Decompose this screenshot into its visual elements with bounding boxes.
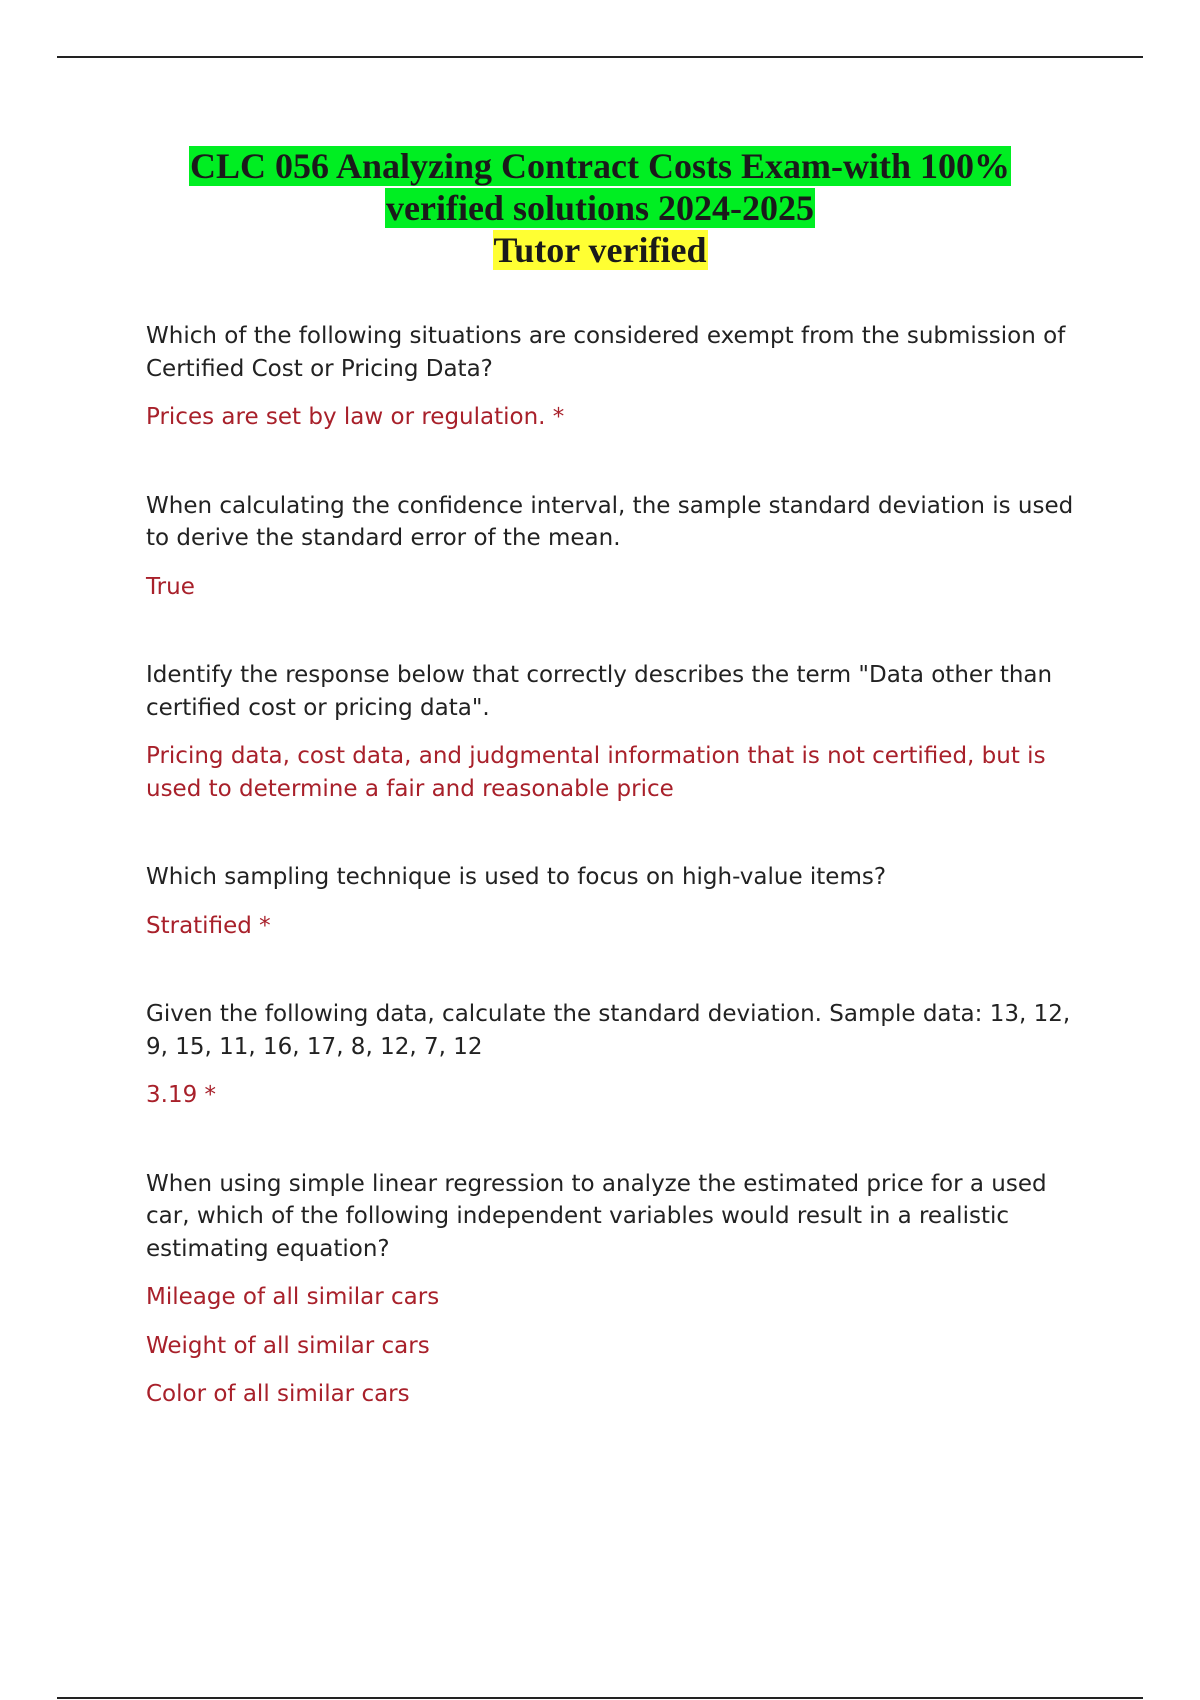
question-text: When calculating the confidence interval, the sample standard deviation is used to derive the standard error of the mean.: [146, 492, 1074, 551]
subtitle-line: [57, 229, 1143, 271]
answer-option-3: Color of all similar cars: [146, 1381, 410, 1407]
title-line-1: [57, 145, 1143, 187]
qa-content: [146, 320, 1076, 1411]
qa-item-5: [146, 998, 1076, 1112]
answer-text: Pricing data, cost data, and judgmental information that is not certified, but is used to determine a fair and reasonable price: [146, 743, 1046, 802]
title-line-2: [57, 187, 1143, 229]
qa-item-3: [146, 659, 1076, 805]
question-text: Which sampling technique is used to focus on high-value items?: [146, 864, 887, 890]
bottom-rule: [57, 1697, 1143, 1699]
answer-option-1: Mileage of all similar cars: [146, 1284, 440, 1310]
top-rule: [57, 56, 1143, 58]
question-text: When using simple linear regression to analyze the estimated price for a used car, which of the following independent variables would result in a realistic estimating equation?: [146, 1170, 1047, 1262]
qa-item-6: [146, 1168, 1076, 1411]
title-line-1-text: CLC 056 Analyzing Contract Costs Exam-with 100%: [189, 146, 1010, 186]
qa-item-1: [146, 320, 1076, 434]
answer-text: Stratified *: [146, 912, 271, 939]
answer-option-2: Weight of all similar cars: [146, 1332, 430, 1359]
question-text: Identify the response below that correctly describes the term "Data other than certified cost or pricing data".: [146, 662, 1053, 721]
document-title-block: [57, 145, 1143, 271]
question-text: Which of the following situations are considered exempt from the submission of Certified Cost or Pricing Data?: [146, 323, 1066, 382]
title-line-2-text: verified solutions 2024-2025: [386, 188, 814, 228]
question-text: Given the following data, calculate the standard deviation. Sample data: 13, 12, 9, 15, 11, 16, 17, 8, 12, 7, 12: [146, 1001, 1071, 1060]
subtitle-text: Tutor verified: [493, 230, 707, 270]
qa-item-4: [146, 861, 1076, 942]
answer-text: 3.19 *: [146, 1082, 217, 1108]
answer-text: True: [146, 573, 195, 600]
answer-text: Prices are set by law or regulation. *: [146, 404, 565, 430]
qa-item-2: [146, 490, 1076, 604]
